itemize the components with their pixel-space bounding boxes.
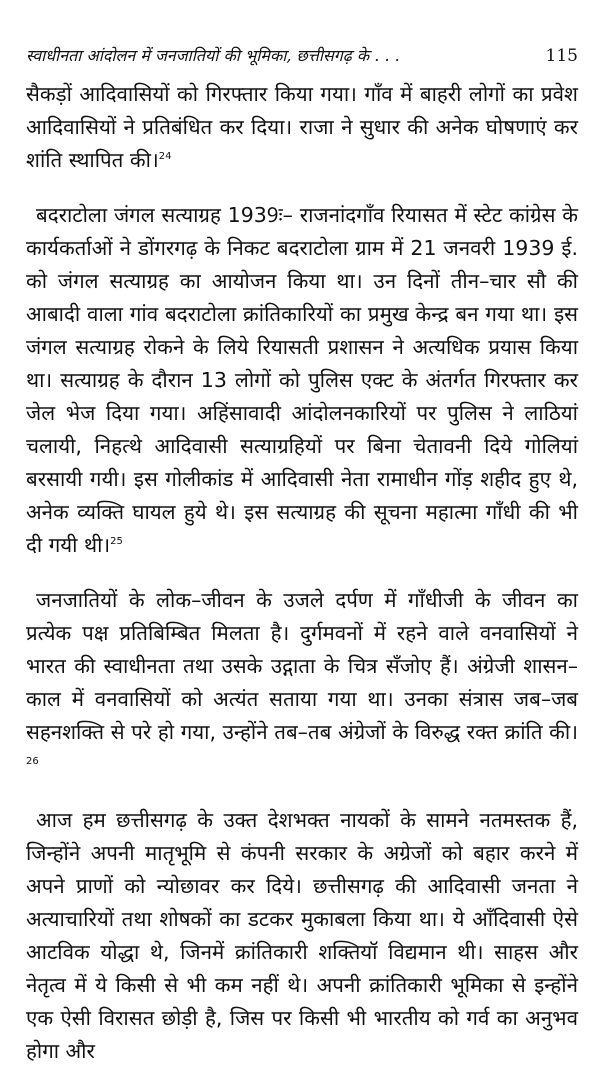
- running-title: स्वाधीनता आंदोलन में जनजातियों की भूमिका, छत्तीसगढ़ के . . .: [26, 46, 400, 65]
- paragraph-continuation: सैकड़ों आदिवासियों को गिरफ्तार किया गया। गाँव में बाहरी लोगों का प्रवेश आदिवासियों ने प्रतिबंधित कर दिया। राजा ने सुधार की अनेक घोषणाएं कर शांति स्थापित की।$^{24}$: [26, 82, 578, 172]
- running-header: [26, 0, 578, 66]
- page-number: 115: [545, 46, 578, 66]
- footnote-marker: 26: [26, 756, 39, 768]
- footnote-marker: 24: [158, 151, 172, 163]
- paragraph-badratola-satyagraha: बदराटोला जंगल सत्याग्रह 1939ः– राजनांदगाँव रियासत में स्टेट कांग्रेस के कार्यकर्ताओं ने डोंगरगढ़ के निकट बदराटोला ग्राम में 21 जनवरी 1939 ई. को जंगल सत्याग्रह का आयोजन किया था। उन दिनों तीन–चार सौ की आबादी वाला गांव बदराटोला क्रांतिकारियों का प्रमुख केन्द्र बन गया था। इस जंगल सत्याग्रह रोकने के लिये रियासती प्रशासन ने अत्यधिक प्रयास किया था। सत्याग्रह के दौरान 13 लोगों को पुलिस एक्ट के अंतर्गत गिरफ्तार कर जेल भेज दिया गया। अहिंसावादी आंदोलनकारियों पर पुलिस ने लाठियां चलायी, निहत्थे आदिवासी सत्याग्रहियों पर बिना चेतावनी दिये गोलियां बरसायी गयी। इस गोलीकांड में आदिवासी नेता रामाधीन गोंड़ शहीद हुए थे, अनेक व्यक्ति घायल हुये थे। इस सत्याग्रह की सूचना महात्मा गाँधी की भी दी गयी थी।$^{25}$: [26, 203, 578, 557]
- footnote-marker: 25: [110, 536, 123, 548]
- paragraph-tribute: आज हम छत्तीसगढ़ के उक्त देशभक्त नायकों के सामने नतमस्तक हैं, जिन्होंने अपनी मातृभूमि से कंपनी सरकार के अग्रेजों को बहार करने में अपने प्राणों को न्योछावर कर दिये। छत्तीसगढ़ की आदिवासी जनता ने अत्याचारियों तथा शोषकों का डटकर मुकाबला किया था। ये आँदिवासी ऐसे आटविक योद्धा थे, जिनमें क्रांतिकारी शक्तियॉ विद्यमान थी। साहस और नेतृत्व में ये किसी से भी कम नहीं थे। अपनी क्रांतिकारी भूमिका से इन्होंने एक ऐसी विरासत छोड़ी है, जिस पर किसी भी भारतीय को गर्व का अनुभव होगा और: [26, 808, 578, 1063]
- paragraph-gandhi-reflection: जनजातियों के लोक–जीवन के उजले दर्पण में गाँधीजी के जीवन का प्रत्येक पक्ष प्रतिबिम्बित मिलता है। दुर्गमवनों में रहने वाले वनवासियों ने भारत की स्वाधीनता तथा उसके उद्गाता के चित्र सँजोए हैं। अंग्रेजी शासन–काल में वनवासियों को अत्यंत सताया गया था। उनका संत्रास जब–जब सहनशक्ति से परे हो गया, उन्होंने तब–तब अंग्रेजों के विरुद्ध रक्त क्रांति की।$^{26}$: [26, 588, 578, 768]
